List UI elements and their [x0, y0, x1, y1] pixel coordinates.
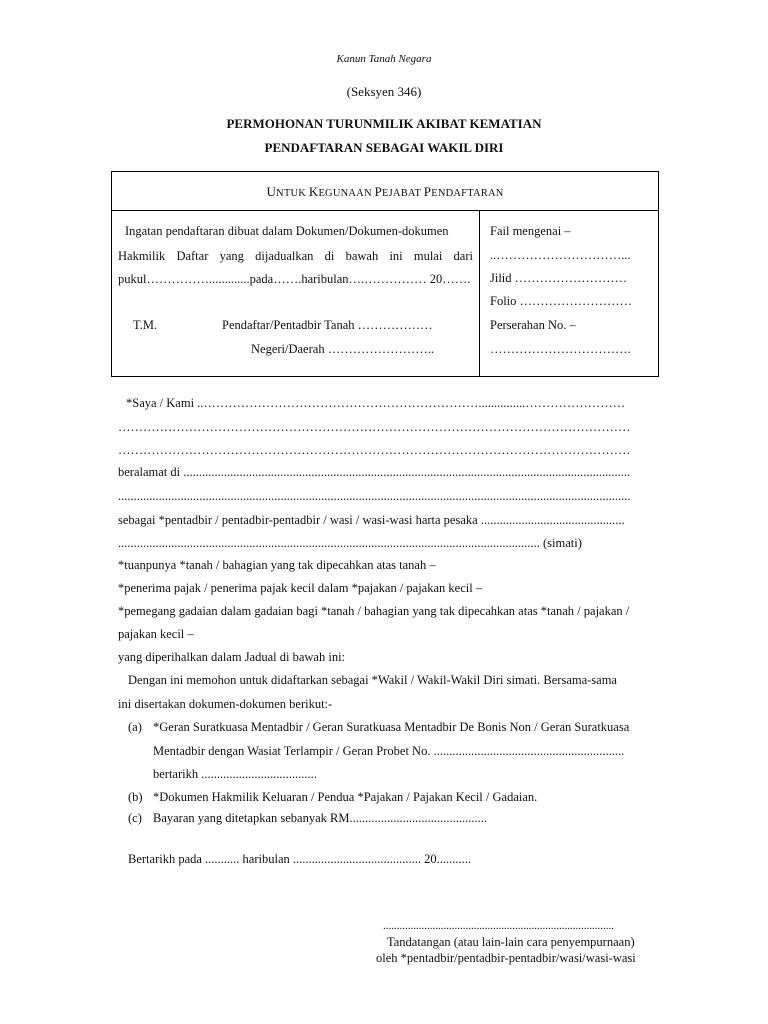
volume-line: Jilid ……………………… [490, 271, 628, 285]
attachments-line: ini disertakan dokumen-dokumen berikut:- [118, 697, 333, 711]
form-subtitle: PENDAFTARAN SEBAGAI WAKIL DIRI [264, 140, 504, 155]
application-line: Dengan ini memohon untuk didaftarkan sebagai *Wakil / Wakil-Wakil Diri simati. Bersama-sama [128, 673, 617, 687]
item-a-date: bertarikh ..................................... [153, 767, 317, 781]
file-regarding-label: Fail mengenai – [490, 224, 571, 238]
deceased-line: ....................................................................................................................................... (simati) [118, 536, 582, 550]
item-b-line: *Dokumen Hakmilik Keluaran / Pendua *Pajakan / Pajakan Kecil / Gadaian. [153, 790, 538, 804]
owner-line: *tuanpunya *tanah / bahagian yang tak dipecahkan atas tanah – [118, 558, 436, 572]
act-name: Kanun Tanah Negara [336, 53, 432, 65]
item-c-label: (c) [128, 811, 142, 825]
registration-note-line3: pukul…………….............pada…….haribulan….…………… 20……. [118, 272, 471, 286]
signature-capacity: oleh *pentadbir/pentadbir-pentadbir/wasi/wasi-wasi [376, 951, 636, 965]
dated-line: Bertarikh pada ........... haribulan ......................................... 20........... [128, 852, 472, 866]
item-b-label: (b) [128, 790, 143, 804]
address-line: beralamat di ............................................................................................................................................... [118, 465, 631, 479]
schedule-line: yang diperihalkan dalam Jadual di bawah ini: [118, 650, 346, 664]
item-a-line1: *Geran Suratkuasa Mentadbir / Geran Suratkuasa Mentadbir De Bonis Non / Geran Suratkuasa [153, 720, 630, 734]
item-a-label: (a) [128, 720, 142, 734]
applicant-line-2: …………………………………………………………………………………………………………… [118, 420, 631, 434]
registration-note-line1: Ingatan pendaftaran dibuat dalam Dokumen/Dokumen-dokumen [125, 224, 449, 238]
applicant-line-3: …………………………………………………………………………………………………………… [118, 443, 631, 457]
item-c-line: Bayaran yang ditetapkan sebanyak RM............................................ [153, 811, 487, 825]
applicant-line: *Saya / Kami ..…………………………………………………………...............…………………… [126, 396, 626, 410]
office-use-box [111, 171, 659, 377]
chargee-line: *pemegang gadaian dalam gadaian bagi *tanah / bahagian yang tak dipecahkan atas *tanah / pajakan / [118, 604, 630, 618]
section-ref: (Seksyen 346) [346, 84, 422, 99]
box-divider-vertical [479, 210, 480, 376]
lessee-line: *penerima pajak / penerima pajak kecil dalam *pajakan / pajakan kecil – [118, 581, 483, 595]
address-line-2: .................................................................................................................................................................... [118, 489, 631, 503]
box-divider-horizontal [112, 210, 658, 211]
item-a-line2: Mentadbir dengan Wasiat Terlampir / Geran Probet No. ............................................................. [153, 744, 625, 758]
folio-line: Folio ……………………… [490, 294, 633, 308]
signature-caption: Tandatangan (atau lain-lain cara penyempurnaan) [387, 935, 635, 949]
form-title: PERMOHONAN TURUNMILIK AKIBAT KEMATIAN [226, 116, 542, 131]
chargee-line-2: pajakan kecil – [118, 627, 194, 641]
signature-dots: .................................................................................... [383, 920, 614, 932]
state-district-line: Negeri/Daerah …………………….. [251, 342, 434, 356]
registration-note-line2: Hakmilik Daftar yang dijadualkan di bawah ini mulai dari [118, 249, 473, 263]
capacity-line: sebagai *pentadbir / pentadbir-pentadbir / wasi / wasi-wasi harta pesaka .............................................. [118, 513, 625, 527]
registrar-line: Pendaftar/Pentadbir Tanah ……………… [222, 318, 433, 332]
presentation-no-dots: ……………………………. [490, 342, 631, 356]
tm-label: T.M. [133, 318, 158, 332]
presentation-no-label: Perserahan No. – [490, 318, 576, 332]
office-box-title: UNTUK KEGUNAAN PEJABAT PENDAFTARAN [266, 184, 504, 199]
file-regarding-dots: ..…………………………... [490, 248, 631, 262]
